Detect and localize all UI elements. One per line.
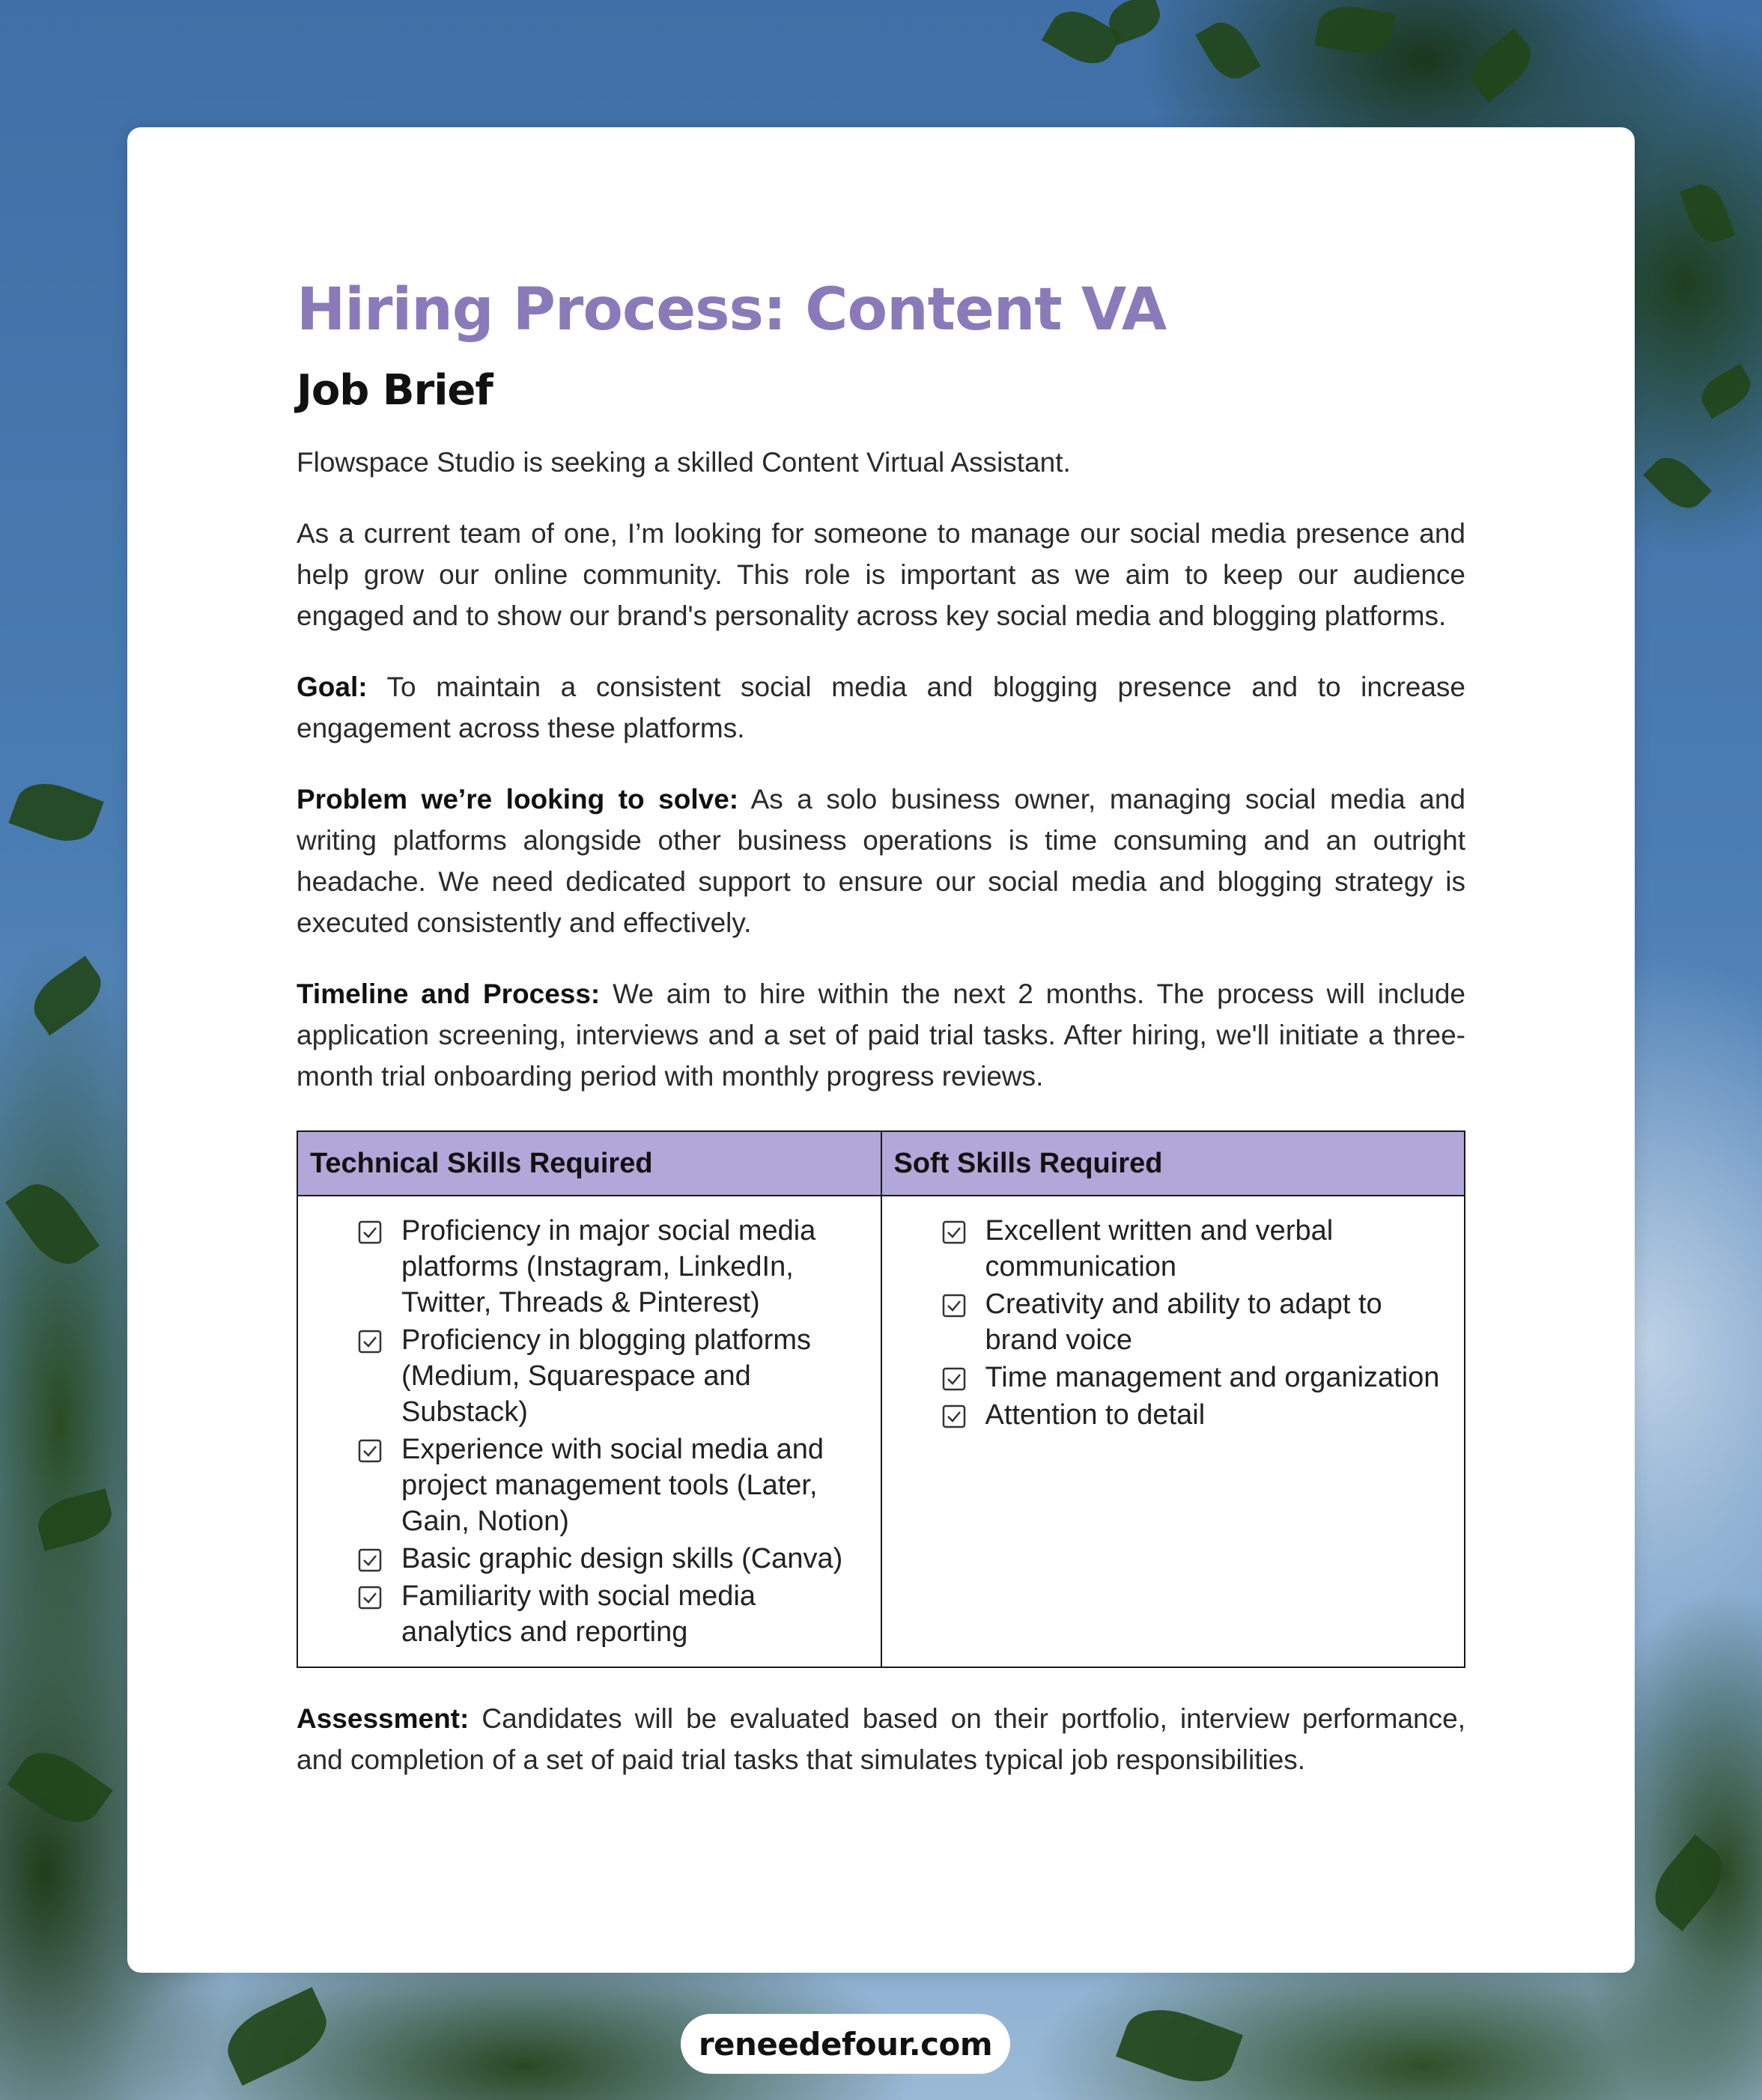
soft-skill-text: Attention to detail [985,1399,1206,1431]
checkbox-checked-icon [942,1404,966,1428]
soft-skill-text: Time management and organization [985,1362,1440,1394]
technical-skill-text: Familiarity with social media analytics and reporting [401,1580,756,1649]
checkbox-checked-icon [942,1294,966,1318]
soft-skills-list [942,1213,1450,1433]
checkbox-checked-icon [358,1220,382,1244]
list-item [358,1322,866,1430]
checkbox-checked-icon [358,1330,382,1354]
timeline-text: We aim to hire within the next 2 months. The process will include application screening, interviews and a set of paid trial tasks. After hiring, we'll initiate a three-month trial onboarding period with monthly progress reviews. [297,979,1466,1092]
soft-skill-text: Creativity and ability to adapt to brand voice [985,1288,1382,1357]
list-item [358,1431,866,1539]
skills-table-body-row [297,1196,1465,1667]
technical-skills-cell [297,1196,881,1667]
section-title-job-brief: Job Brief [297,365,493,415]
list-item [942,1360,1450,1396]
description-paragraph: As a current team of one, I’m looking for someone to manage our social media presence and help grow our online community. This role is important as we aim to keep our audience engaged and to show our brand's personality across key social media and blogging platforms. [297,518,1465,632]
goal-paragraph [297,666,1465,749]
soft-skills-header: Soft Skills Required [881,1131,1465,1196]
list-item [942,1213,1450,1285]
list-item [358,1578,866,1650]
checkbox-checked-icon [358,1439,382,1463]
list-item [942,1397,1450,1433]
checkbox-checked-icon [942,1220,966,1244]
checkbox-checked-icon [942,1367,966,1391]
document-content [297,277,1465,1810]
problem-text: As a solo business owner, managing social media and writing platforms alongside other business operations is time consuming and an outright headache. We need dedicated support to ensure our social media and blogging strategy is executed consistently and effectively. [297,784,1466,939]
list-item [358,1213,866,1321]
timeline-paragraph [297,973,1465,1097]
list-item [942,1286,1450,1358]
timeline-label: Timeline and Process: [297,979,601,1010]
technical-skill-text: Experience with social media and project management tools (Later, Gain, Notion) [401,1434,824,1538]
technical-skill-text: Proficiency in major social media platforms (Instagram, LinkedIn, Twitter, Threads & Pinterest) [401,1215,816,1319]
soft-skill-text: Excellent written and verbal communication [985,1215,1334,1283]
technical-skills-header: Technical Skills Required [297,1131,881,1196]
assessment-text: Candidates will be evaluated based on their portfolio, interview performance, and completion of a set of paid trial tasks that simulates typical job responsibilities. [297,1703,1465,1776]
checkbox-checked-icon [358,1548,382,1572]
goal-text: To maintain a consistent social media and blogging presence and to increase engagement across these platforms. [297,672,1465,744]
goal-label: Goal: [297,672,368,703]
intro-paragraph: Flowspace Studio is seeking a skilled Content Virtual Assistant. [297,447,1071,478]
problem-paragraph [297,779,1465,943]
soft-skills-cell [881,1196,1465,1667]
assessment-label: Assessment: [297,1703,470,1735]
document-card [127,127,1635,1973]
assessment-paragraph [297,1698,1465,1780]
technical-skill-text: Proficiency in blogging platforms (Medium, Squarespace and Substack) [401,1324,812,1428]
problem-label: Problem we’re looking to solve: [297,784,739,815]
technical-skill-text: Basic graphic design skills (Canva) [401,1543,843,1575]
page-title: Hiring Process: Content VA [297,276,1167,344]
skills-table-header-row [297,1131,1465,1196]
list-item [358,1541,866,1577]
checkbox-checked-icon [358,1586,382,1610]
skills-table [297,1130,1465,1668]
website-badge[interactable]: reneedefour.com [681,2014,1010,2074]
technical-skills-list [358,1213,866,1650]
